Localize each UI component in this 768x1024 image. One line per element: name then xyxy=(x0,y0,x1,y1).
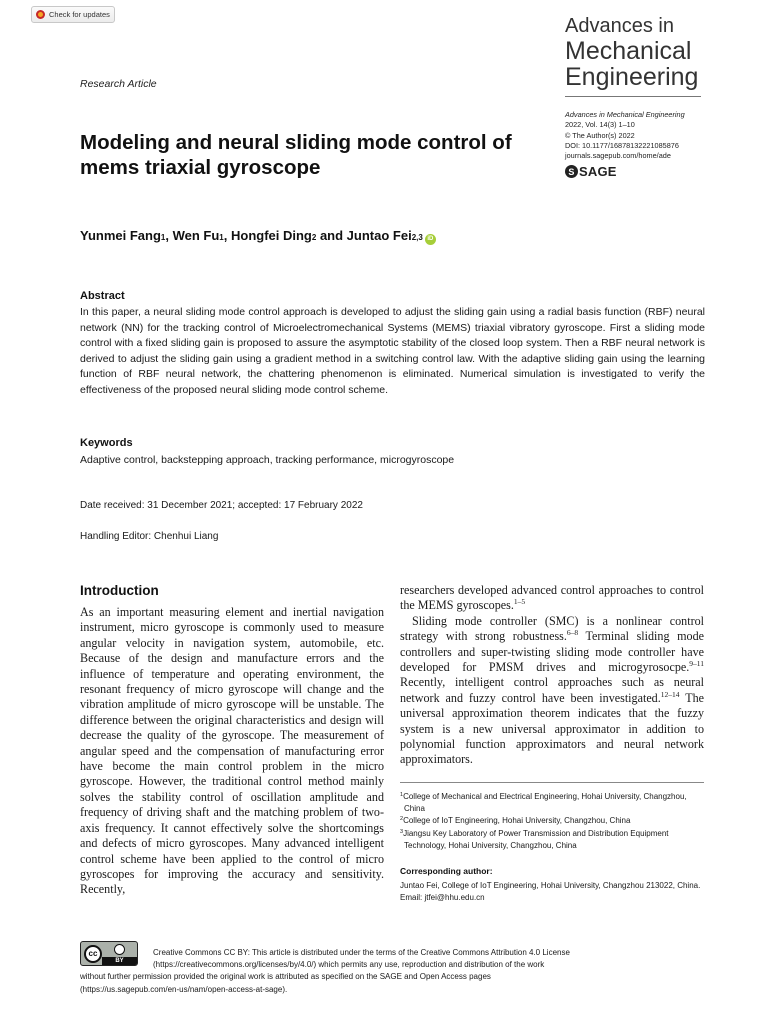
journal-url-link[interactable]: journals.sagepub.com/home/ade xyxy=(565,151,671,161)
abstract-heading: Abstract xyxy=(80,290,125,302)
crossmark-icon xyxy=(36,10,45,19)
license-text xyxy=(80,947,705,996)
author-name[interactable]: Wen Fu xyxy=(172,228,220,243)
license-line: without further permission provided the original work is attributed as specified on the SAGE and Open Access pages xyxy=(80,972,491,982)
affiliation-item xyxy=(400,815,704,827)
author-affiliation-ref: 1 xyxy=(160,233,166,242)
sage-mark-icon: S xyxy=(565,165,578,178)
keywords-text: Adaptive control, backstepping approach, tracking performance, microgyroscope xyxy=(80,454,455,466)
affiliation-text: College of Mechanical and Electrical Engineering, Hohai University, Changzhou, China xyxy=(403,792,687,814)
author-separator: and xyxy=(316,228,347,243)
intro-paragraph xyxy=(400,614,704,768)
intro-text: researchers developed advanced control approaches to control the MEMS gyroscopes. xyxy=(400,583,704,613)
journal-metadata xyxy=(565,110,755,161)
author-affiliation-ref: 2,3 xyxy=(411,233,423,242)
citation-ref[interactable]: 9–11 xyxy=(689,659,704,669)
corresponding-address: Juntao Fei, College of IoT Engineering, Hohai University, Changzhou 213022, China. xyxy=(400,881,701,890)
intro-paragraph xyxy=(400,583,704,614)
journal-volume: 2022, Vol. 14(3) 1–10 xyxy=(565,120,635,130)
intro-text: Recently, intelligent control approaches such as neural network and fuzzy control have been investigated. xyxy=(400,675,704,705)
journal-title-line-2: Mechanical xyxy=(565,37,692,65)
author-name[interactable]: Hongfei Ding xyxy=(230,228,312,243)
intro-text: Terminal sliding mode controllers and super-twisting sliding mode controller have developed for PMSM drives and microgyrosocpe. xyxy=(400,629,704,675)
license-line[interactable]: (https://creativecommons.org/licenses/by/4.0/) which permits any use, reproduction and distribution of the work xyxy=(153,960,545,970)
keywords-heading: Keywords xyxy=(80,437,133,449)
citation-ref[interactable]: 1–5 xyxy=(513,597,526,607)
footnote-divider xyxy=(400,782,704,783)
license-line: Creative Commons CC BY: This article is distributed under the terms of the Creative Commons Attribution 4.0 License xyxy=(153,948,570,957)
journal-title-line-3: Engineering xyxy=(565,63,699,91)
affiliation-item xyxy=(400,828,704,852)
abstract-text: In this paper, a neural sliding mode control approach is developed to adjust the sliding gain using a radial basis function (RBF) neural network (NN) for the tracking control of Microelectromechanical Systems (MEMS) triaxial vibratory gyroscope. First a sliding mode control with a fixed sliding gain is proposed to assure the asymptotic stability of the closed loop system. Then a RBF neural network is derived to adjust the sliding gain using a gradient method in a switching control law. With the adaptive sliding gain using the learning function of RBF neural network, the chattering phenomenon is eliminated. Numerical simulation is investigated to verify the effectiveness of the proposed neural sliding mode control scheme. xyxy=(80,306,705,396)
journal-citation-name: Advances in Mechanical Engineering xyxy=(565,110,685,119)
affiliation-number: 3 xyxy=(400,828,404,835)
journal-title-line-1: Advances in xyxy=(565,15,674,37)
handling-editor: Handling Editor: Chenhui Liang xyxy=(80,531,219,542)
doi-link[interactable]: DOI: 10.1177/16878132221085876 xyxy=(565,140,679,150)
intro-text: Sliding mode controller (SMC) is a nonlinear control strategy with strong robustness. xyxy=(400,613,704,644)
affiliation-number: 2 xyxy=(400,816,404,823)
introduction-heading: Introduction xyxy=(80,583,159,598)
citation-ref[interactable]: 12–14 xyxy=(660,689,680,699)
affiliations xyxy=(400,791,704,852)
license-line[interactable]: (https://us.sagepub.com/en-us/nam/open-access-at-sage). xyxy=(80,984,288,994)
affiliation-number: 1 xyxy=(400,792,404,798)
journal-divider xyxy=(565,96,701,97)
corresponding-author-heading: Corresponding author: xyxy=(400,866,493,876)
by-label: BY xyxy=(102,957,137,965)
author-affiliation-ref: 2 xyxy=(311,233,317,242)
corresponding-author xyxy=(400,880,704,904)
affiliation-text: Jiangsu Key Laboratory of Power Transmission and Distribution Equipment Technology, Hohai University, Changzhou, China xyxy=(403,828,669,850)
author-name[interactable]: Juntao Fei xyxy=(346,228,412,243)
author-separator: , xyxy=(165,228,173,243)
check-for-updates-label: Check for updates xyxy=(49,10,110,19)
cc-icon: cc xyxy=(84,945,102,963)
citation-ref[interactable]: 6–8 xyxy=(566,628,579,638)
affiliation-item xyxy=(400,791,704,815)
author-separator: , xyxy=(223,228,231,243)
intro-text: The universal approximation theorem indicates that the fuzzy system is a new universal approximator in addition to polynomial function approximators and neural network approximators. xyxy=(400,690,705,767)
introduction-left-column: As an important measuring element and inertial navigation instrument, micro gyroscope is commonly used to measure angular velocity in navigation system, automobile, etc. Because of the design and manufacture errors and the influence of temperature and operating environment, the resonant frequency of micro gyroscope will change and the vibration amplitude of micro gyroscope will be unstable. The difference between the original characteristics and design will decrease the quality of the gyroscope. The measurement of angular speed and the compensation of manufacturing error have become the main control problem in the micro gyroscope. However, the traditional control method mainly solves the stability control of oscillation amplitude and frequency of driving shaft and the matching problem of two-axis frequency. It cannot effectively solve the shortcomings and defects of micro gyroscopes. Many advanced intelligent control scheme have been applied to the control of micro gyroscopes for improving the accuracy and sensitivity. Recently, xyxy=(80,605,384,897)
author-list xyxy=(80,228,436,245)
sage-wordmark: SAGE xyxy=(579,164,617,179)
journal-masthead xyxy=(565,16,755,90)
corresponding-email[interactable]: Email: jtfei@hhu.edu.cn xyxy=(400,893,485,903)
orcid-icon[interactable]: iD xyxy=(425,234,436,245)
copyright-line: © The Author(s) 2022 xyxy=(565,130,635,140)
article-type: Research Article xyxy=(80,78,157,90)
date-received: Date received: 31 December 2021; accepted: 17 February 2022 xyxy=(80,500,363,511)
affiliation-text: College of IoT Engineering, Hohai University, Changzhou, China xyxy=(403,816,631,826)
check-for-updates-badge[interactable] xyxy=(31,6,115,23)
paper-title: Modeling and neural sliding mode control of mems triaxial gyroscope xyxy=(80,131,512,179)
introduction-right-column xyxy=(400,583,704,768)
author-name[interactable]: Yunmei Fang xyxy=(80,228,161,243)
author-affiliation-ref: 1 xyxy=(219,233,224,242)
sage-logo xyxy=(565,164,617,179)
